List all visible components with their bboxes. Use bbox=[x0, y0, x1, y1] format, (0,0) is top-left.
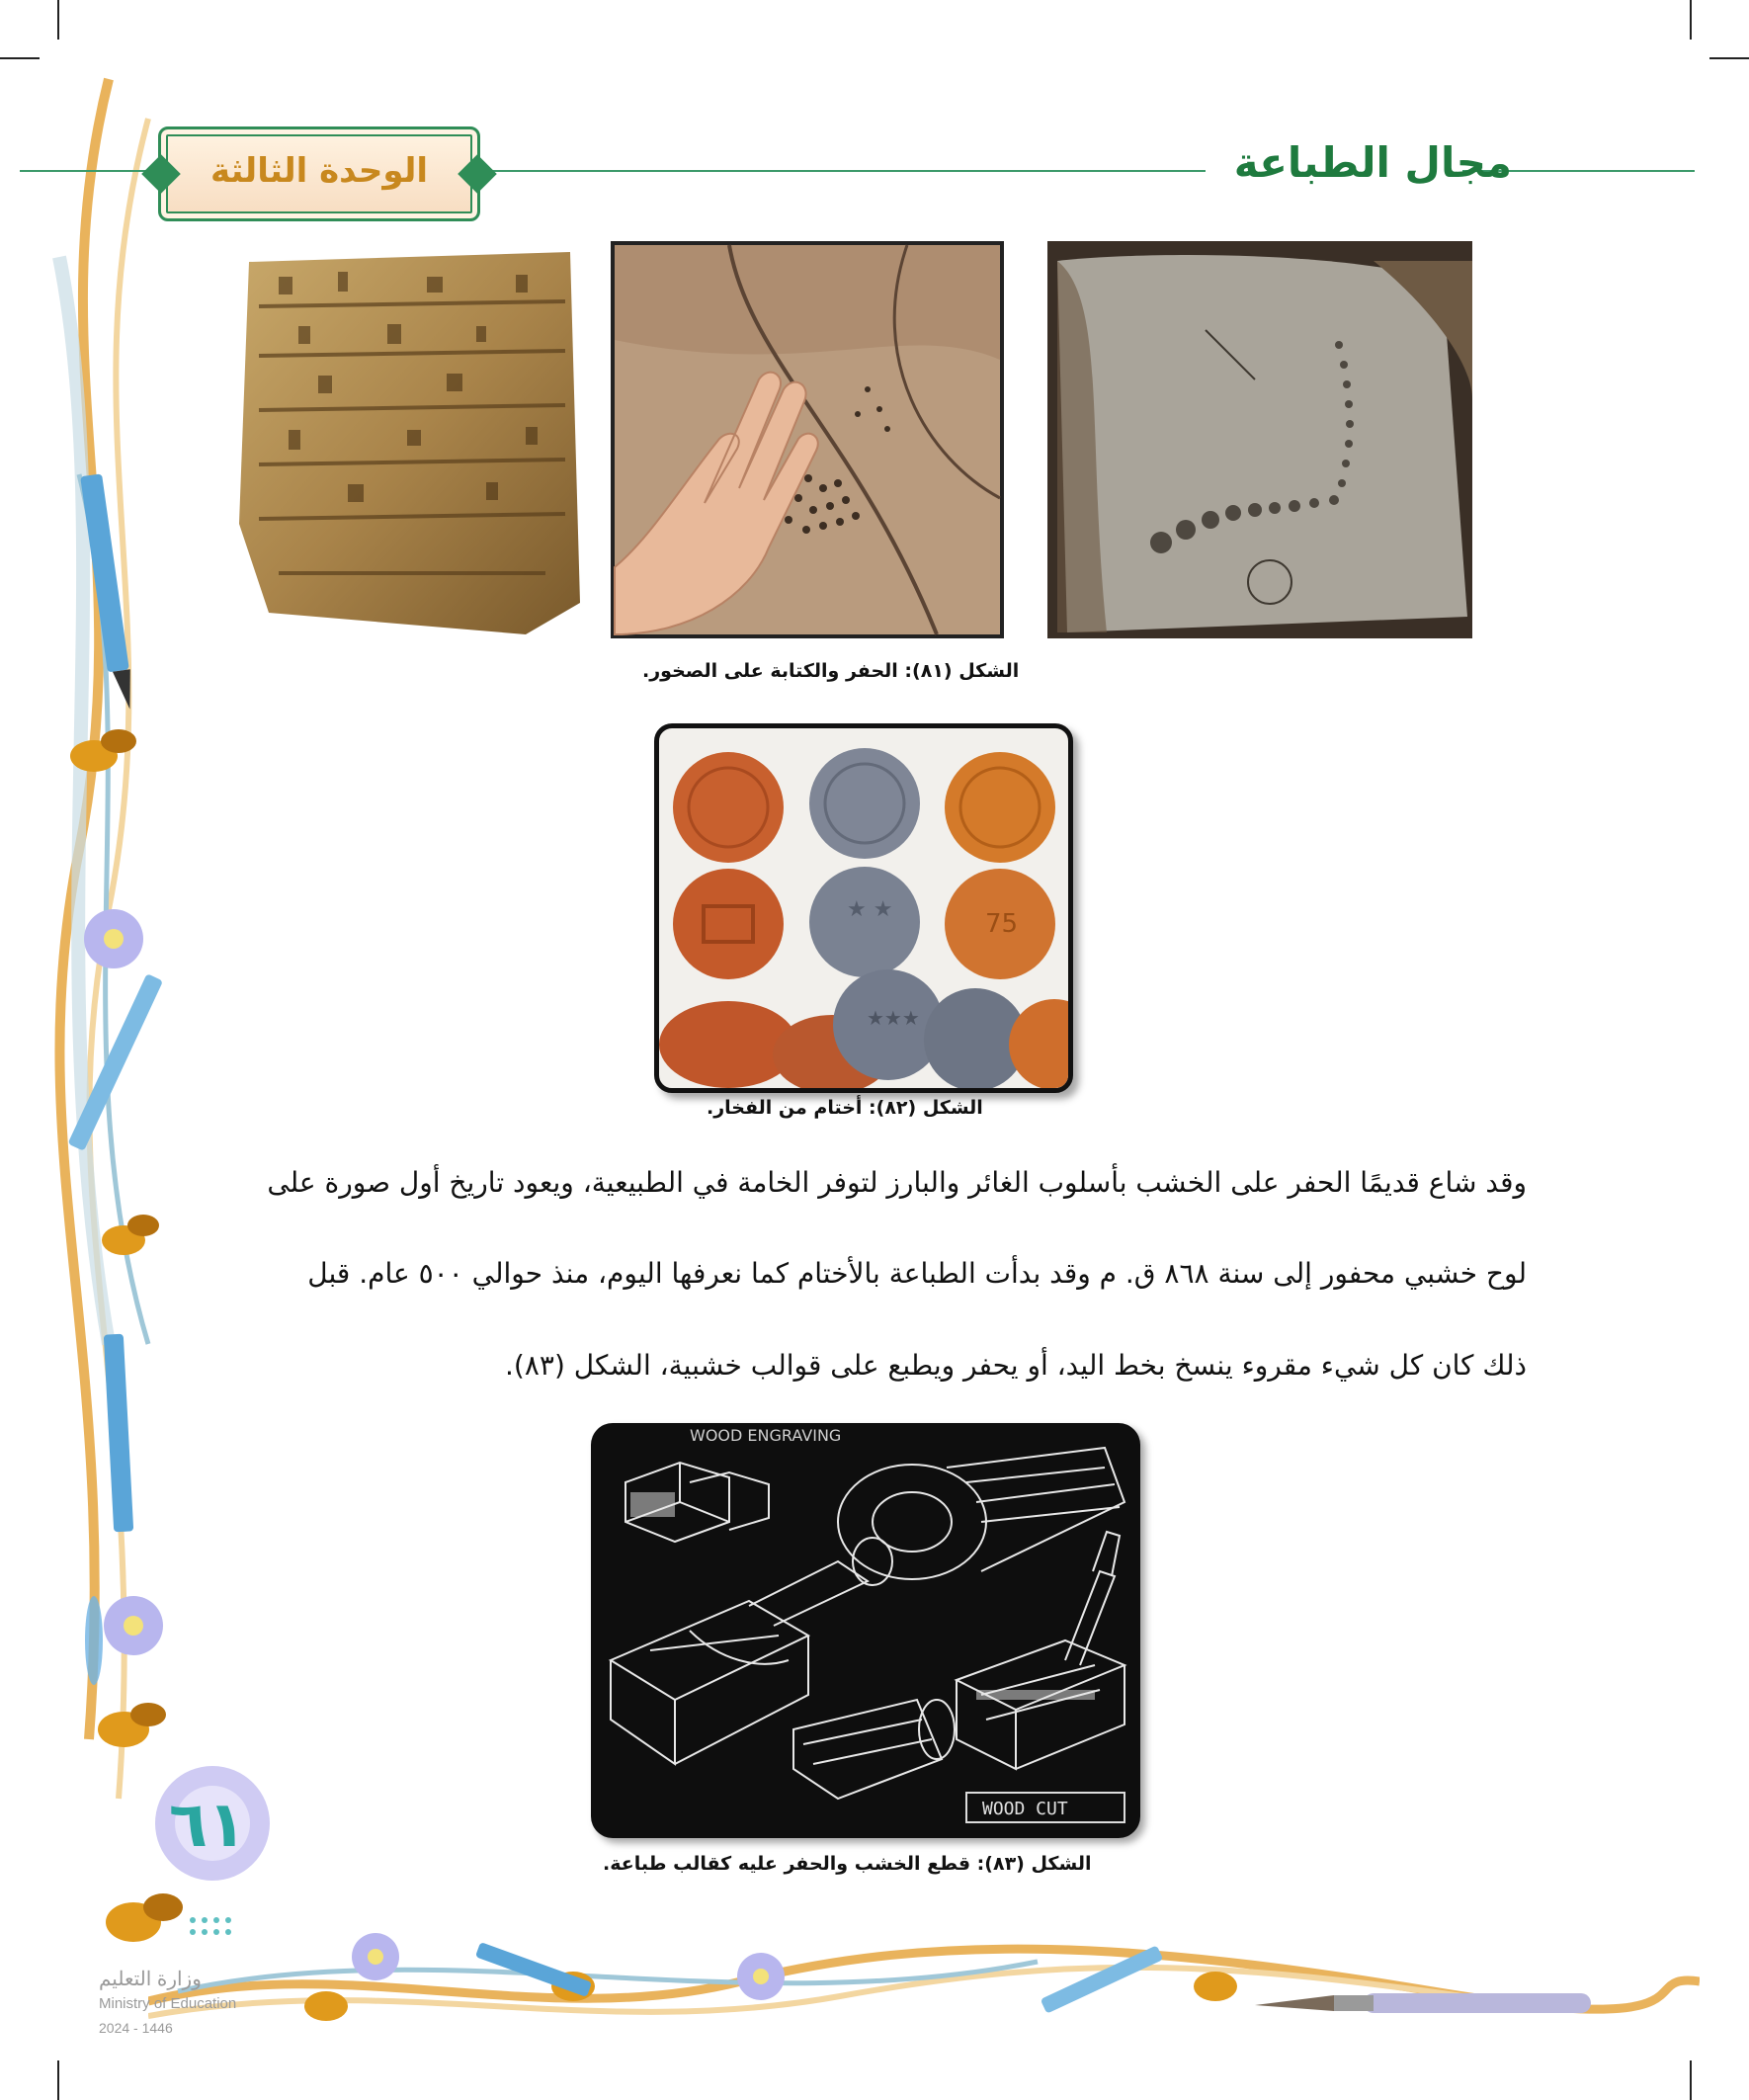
flower-icon bbox=[737, 1953, 785, 2000]
svg-text:75: 75 bbox=[985, 909, 1019, 939]
paintbrush-icon bbox=[1255, 1993, 1591, 2013]
dotted-rock-image bbox=[1047, 241, 1472, 638]
butterfly-icon bbox=[304, 1991, 348, 2021]
decorative-border-bottom bbox=[148, 1912, 1700, 2051]
figure-83-caption: الشكل (٨٣): قطع الخشب والحفر عليه كقالب طباعة. bbox=[603, 1853, 1092, 1875]
pottery-seals-image bbox=[654, 723, 1073, 1093]
body-line: وقد شاع قديمًا الحفر على الخشب بأسلوب الغائر والبارز لتوفر الخامة في الطبيعية، ويعود تاريخ أول صورة على bbox=[267, 1166, 1527, 1199]
svg-text:★ ★: ★ ★ bbox=[847, 897, 893, 922]
figure-82-caption: الشكل (٨٢): أختام من الفخار. bbox=[707, 1097, 983, 1119]
butterfly-icon bbox=[102, 1215, 159, 1255]
svg-text:★★★: ★★★ bbox=[867, 1006, 920, 1030]
flower-icon bbox=[104, 1596, 163, 1655]
header-rule bbox=[464, 170, 1206, 172]
wood-engraving-image bbox=[591, 1423, 1140, 1838]
crop-mark bbox=[1690, 0, 1692, 40]
body-line: ذلك كان كل شيء مقروء ينسخ بخط اليد، أو يحفر ويطبع على قوالب خشبية، الشكل (٨٣). bbox=[505, 1349, 1527, 1382]
flower-icon bbox=[84, 909, 143, 968]
pencil-icon bbox=[104, 1334, 133, 1533]
butterfly-icon bbox=[98, 1703, 166, 1747]
crop-mark bbox=[57, 0, 59, 40]
clay-tablet-image bbox=[229, 247, 585, 638]
butterfly-icon bbox=[1194, 1972, 1237, 2001]
page-number: ٦١ bbox=[168, 1789, 247, 1862]
wood-cut-label: WOOD CUT bbox=[982, 1799, 1068, 1819]
unit-badge bbox=[158, 126, 480, 221]
section-title: مجال الطباعة bbox=[1233, 138, 1512, 187]
edition-year: 2024 - 1446 bbox=[99, 2020, 173, 2036]
ministry-name-en: Ministry of Education bbox=[99, 1995, 237, 2012]
body-line: لوح خشبي محفور إلى سنة ٨٦٨ ق. م وقد بدأت الطباعة بالأختام كما نعرفها اليوم، منذ حوالي ٥٠٠ عام. قبل bbox=[307, 1257, 1527, 1290]
ministry-name-ar: وزارة التعليم bbox=[99, 1969, 202, 1990]
figure-81-caption: الشكل (٨١): الحفر والكتابة على الصخور. bbox=[642, 660, 1020, 682]
hand-on-rock-image bbox=[611, 241, 1004, 638]
crop-mark bbox=[1690, 2060, 1692, 2100]
unit-label: الوحدة الثالثة bbox=[209, 151, 429, 191]
wood-engraving-label: WOOD ENGRAVING bbox=[690, 1426, 842, 1445]
crop-mark bbox=[1709, 57, 1749, 59]
flower-icon bbox=[352, 1933, 399, 1980]
ministry-logo-icon bbox=[183, 1912, 331, 1942]
